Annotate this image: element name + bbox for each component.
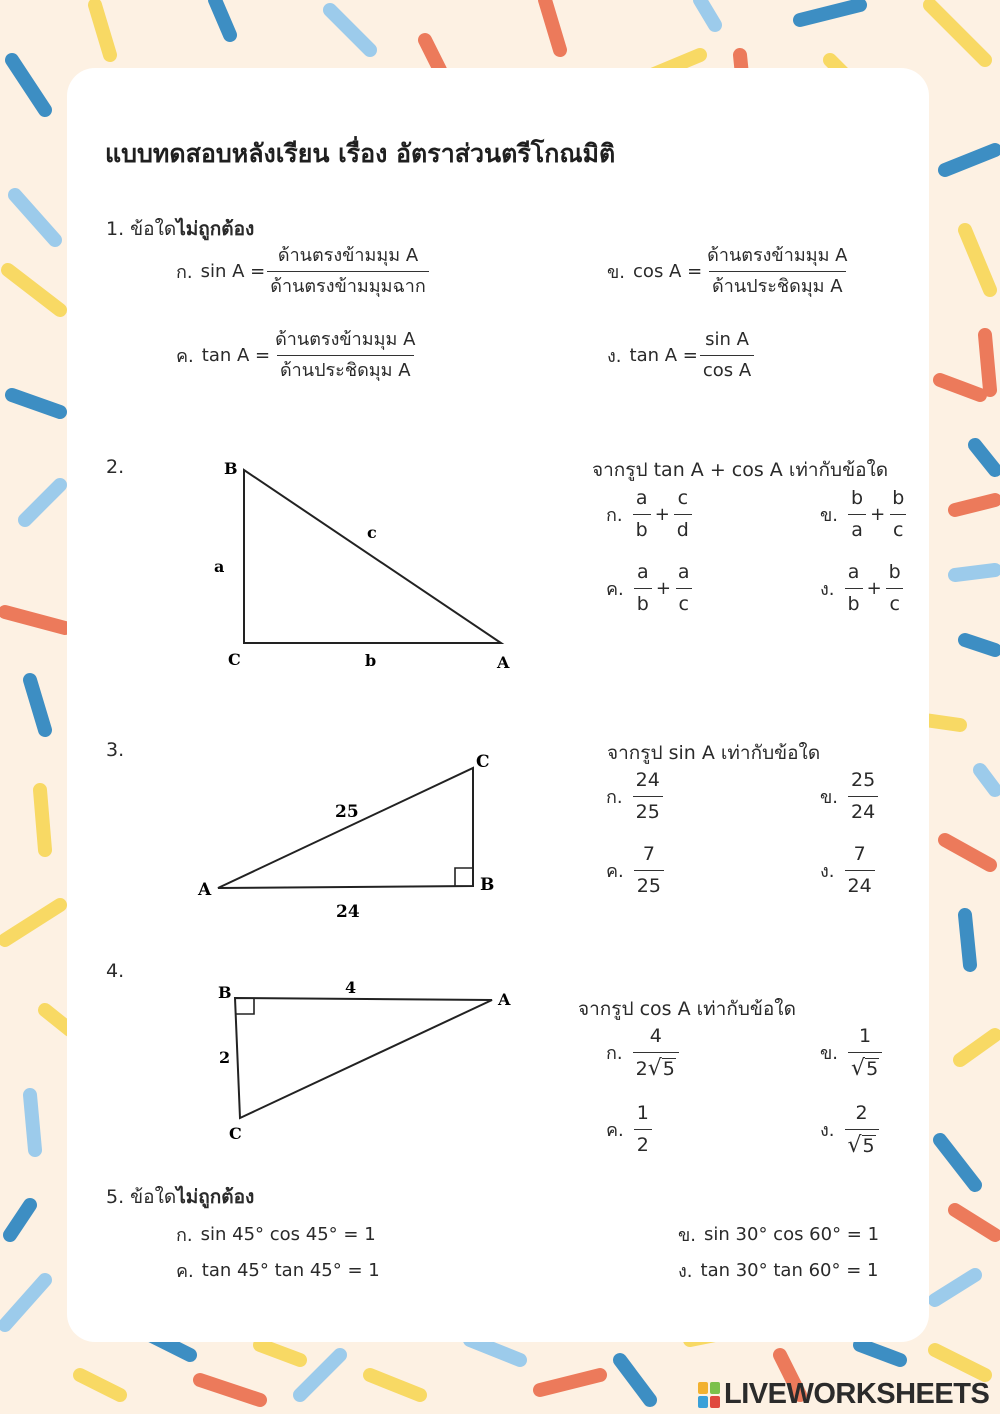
- q4-option-b[interactable]: [820, 1026, 884, 1080]
- option-label: ก.: [606, 786, 623, 808]
- sprinkle: [965, 230, 990, 290]
- plus-sign: +: [870, 503, 886, 525]
- sprinkle: [940, 380, 980, 395]
- q1-option-c[interactable]: [176, 330, 420, 381]
- option-label: ข.: [820, 504, 839, 526]
- plus-sign: +: [655, 577, 671, 599]
- denominator: ด้านประชิดมุม A: [277, 355, 414, 381]
- sprinkle: [470, 1340, 520, 1360]
- q2-triangle-figure: [200, 450, 530, 680]
- question-5: [106, 1182, 254, 1212]
- q4-option-a[interactable]: [606, 1026, 681, 1080]
- vertex-c-label: C: [228, 650, 241, 669]
- radicand: 5: [662, 1058, 675, 1080]
- side-c-label: c: [367, 523, 377, 542]
- option-text: tan 30° tan 60° = 1: [700, 1260, 879, 1281]
- sprinkle: [925, 720, 960, 725]
- sprinkle: [965, 915, 970, 965]
- fraction: [633, 488, 651, 541]
- q2-option-c[interactable]: [606, 562, 695, 615]
- q3-option-a[interactable]: [606, 770, 665, 823]
- numerator: ด้านตรงข้ามมุม A: [275, 329, 416, 350]
- q4-triangle-figure: [205, 975, 525, 1150]
- denominator: cos A: [700, 355, 754, 381]
- denominator: b: [633, 514, 651, 541]
- question-2-text: จากรูป tan A + cos A เท่ากับข้อใด: [592, 459, 889, 481]
- fraction: [848, 1026, 882, 1080]
- fraction: [633, 770, 663, 823]
- numerator: b: [888, 561, 901, 583]
- option-text: sin 30° cos 60° = 1: [704, 1224, 880, 1245]
- sprinkle: [5, 1280, 45, 1325]
- fraction: [845, 844, 875, 897]
- side-left-label: 2: [219, 1048, 231, 1067]
- denominator: c: [890, 514, 906, 541]
- q3-triangle-figure: [190, 745, 510, 925]
- sprinkle: [955, 1210, 995, 1235]
- option-lhs: tan A =: [629, 344, 698, 366]
- sprinkle: [8, 270, 60, 310]
- option-label: ข.: [820, 786, 839, 808]
- page-title: แบบทดสอบหลังเรียน เรื่อง อัตราส่วนตรีโกณมิติ: [105, 139, 616, 168]
- fraction: [848, 488, 866, 541]
- square-root: [847, 1132, 876, 1158]
- denominator: b: [845, 588, 863, 615]
- sprinkle: [860, 1345, 900, 1360]
- q3-option-b[interactable]: [820, 770, 880, 823]
- numerator: 2: [855, 1102, 868, 1124]
- vertex-b-label: B: [218, 983, 232, 1002]
- denominator: a: [848, 514, 866, 541]
- fraction: [272, 330, 418, 381]
- logo-icon: [698, 1382, 720, 1408]
- vertex-b-label: B: [480, 875, 495, 895]
- q3-option-c[interactable]: [606, 844, 666, 897]
- option-label: ข.: [678, 1225, 697, 1246]
- sprinkle: [260, 1345, 300, 1360]
- sprinkle: [955, 500, 995, 510]
- numerator: sin A: [705, 329, 749, 350]
- vertex-a-label: A: [198, 880, 212, 900]
- question-1: [106, 214, 254, 244]
- fraction: [700, 330, 754, 381]
- side-b-label: b: [365, 651, 377, 670]
- base-label: 24: [336, 902, 360, 922]
- sprinkle: [955, 570, 995, 575]
- sprinkle: [25, 485, 60, 520]
- q1-option-d[interactable]: [607, 330, 756, 381]
- numerator: 1: [636, 1102, 649, 1124]
- sprinkle: [940, 1140, 975, 1185]
- fraction: [267, 246, 429, 297]
- question-2-number: 2.: [106, 456, 125, 478]
- sprinkle: [40, 790, 45, 850]
- liveworksheets-logo[interactable]: [698, 1378, 989, 1411]
- option-label: ก.: [176, 261, 193, 283]
- fraction: [634, 1103, 652, 1156]
- option-label: ง.: [820, 578, 835, 600]
- option-label: ค.: [606, 578, 624, 600]
- sprinkle: [370, 1375, 420, 1395]
- denominator: c: [676, 588, 692, 615]
- option-label: ง.: [678, 1261, 693, 1282]
- q5-option-b[interactable]: [678, 1220, 879, 1249]
- denominator: [848, 1052, 882, 1080]
- option-lhs: tan A =: [201, 344, 271, 366]
- q5-option-c[interactable]: [176, 1256, 380, 1285]
- option-text: tan 45° tan 45° = 1: [201, 1260, 380, 1281]
- fraction: [675, 562, 693, 615]
- q5-option-d[interactable]: [678, 1256, 878, 1285]
- option-label: ก.: [176, 1225, 193, 1246]
- sprinkle: [30, 1095, 35, 1150]
- question-5-prefix: 5. ข้อใด: [106, 1186, 177, 1208]
- q2-option-b[interactable]: [820, 488, 909, 541]
- option-label: ก.: [606, 504, 623, 526]
- sprinkle: [960, 1035, 995, 1060]
- question-4-number: 4.: [106, 960, 125, 982]
- sprinkle: [945, 150, 995, 170]
- denominator: 24: [848, 796, 878, 823]
- q1-option-b[interactable]: [607, 246, 852, 297]
- numerator: a: [677, 561, 690, 583]
- radical-sign: √: [647, 1055, 662, 1081]
- sprinkle: [965, 640, 995, 650]
- sprinkle: [620, 1360, 650, 1400]
- numerator: a: [847, 561, 860, 583]
- square-root: [851, 1055, 879, 1081]
- denominator: [633, 1052, 679, 1080]
- sprinkle: [975, 445, 995, 470]
- option-label: ข.: [607, 261, 626, 283]
- numerator: a: [636, 561, 649, 583]
- denominator: d: [674, 514, 692, 541]
- side-a-label: a: [214, 557, 225, 576]
- q2-option-a[interactable]: [606, 488, 694, 541]
- sprinkle: [540, 1375, 600, 1390]
- q4-option-d[interactable]: [820, 1103, 881, 1157]
- sprinkle: [800, 5, 860, 20]
- vertex-c-label: C: [476, 752, 490, 772]
- fraction: [845, 1103, 879, 1157]
- denominator-coefficient: 2: [635, 1057, 648, 1080]
- side-top-label: 4: [345, 978, 357, 997]
- option-label: ค.: [176, 345, 194, 367]
- sprinkle: [935, 1350, 985, 1375]
- radicand: 5: [862, 1135, 875, 1157]
- numerator: 1: [859, 1025, 872, 1047]
- sprinkle: [200, 1380, 260, 1400]
- sprinkle: [425, 40, 440, 70]
- sprinkle: [30, 680, 45, 730]
- sprinkle: [95, 5, 110, 55]
- fraction: [634, 562, 652, 615]
- fraction: [889, 488, 907, 541]
- denominator: 25: [633, 796, 663, 823]
- denominator: c: [886, 588, 902, 615]
- hypotenuse-label: 25: [335, 802, 359, 822]
- q3-triangle: [218, 768, 473, 888]
- right-angle-marker: [455, 868, 473, 886]
- question-4-text: จากรูป cos A เท่ากับข้อใด: [578, 998, 796, 1020]
- option-label: ค.: [176, 1261, 194, 1282]
- q5-option-a[interactable]: [176, 1220, 376, 1249]
- sprinkle: [935, 1275, 975, 1300]
- denominator: 25: [634, 870, 664, 897]
- sprinkle: [980, 770, 995, 790]
- q4-option-c[interactable]: [606, 1103, 654, 1156]
- plus-sign: +: [866, 577, 882, 599]
- sprinkle: [5, 612, 65, 628]
- denominator: 24: [845, 870, 875, 897]
- numerator: b: [851, 487, 864, 509]
- numerator: 24: [635, 769, 660, 791]
- option-label: ง.: [607, 345, 622, 367]
- sprinkle: [12, 60, 45, 110]
- sprinkle: [945, 840, 990, 865]
- radicand: 5: [866, 1058, 879, 1080]
- vertex-a-label: A: [498, 990, 511, 1009]
- question-3-number: 3.: [106, 739, 125, 761]
- sprinkle: [330, 10, 370, 50]
- sprinkle: [10, 1205, 30, 1235]
- question-3-text: จากรูป sin A เท่ากับข้อใด: [607, 742, 821, 764]
- right-angle-marker: [235, 998, 254, 1014]
- question-5-emphasis: ไม่ถูกต้อง: [176, 1186, 255, 1208]
- numerator: b: [892, 487, 905, 509]
- sprinkle: [15, 195, 55, 240]
- question-1-emphasis: ไม่ถูกต้อง: [176, 218, 255, 240]
- numerator: c: [677, 487, 689, 509]
- numerator: ด้านตรงข้ามมุม A: [277, 245, 419, 266]
- sprinkle: [215, 0, 230, 35]
- fraction: [886, 562, 904, 615]
- fraction: [634, 844, 664, 897]
- vertex-b-label: B: [224, 459, 238, 478]
- q2-triangle: [244, 470, 501, 643]
- sprinkle: [12, 395, 60, 412]
- fraction: [633, 1026, 679, 1080]
- numerator: ด้านตรงข้ามมุม A: [707, 245, 848, 266]
- fraction: [845, 562, 863, 615]
- vertex-c-label: C: [229, 1124, 242, 1143]
- vertex-a-label: A: [497, 653, 510, 672]
- option-lhs: cos A =: [633, 260, 703, 282]
- sprinkle: [545, 0, 560, 50]
- sprinkle: [930, 5, 985, 60]
- sprinkle: [985, 335, 990, 390]
- option-label: ค.: [606, 1119, 624, 1141]
- numerator: 7: [642, 843, 655, 865]
- fraction: [704, 246, 850, 297]
- option-text: sin 45° cos 45° = 1: [200, 1224, 376, 1245]
- denominator: 2: [634, 1129, 652, 1156]
- option-label: ค.: [606, 860, 624, 882]
- denominator: [845, 1129, 879, 1157]
- q4-triangle: [235, 998, 492, 1118]
- q2-option-d[interactable]: [820, 562, 906, 615]
- radical-sign: √: [851, 1055, 866, 1081]
- fraction: [674, 488, 692, 541]
- sprinkle: [80, 1375, 120, 1395]
- option-label: ข.: [820, 1043, 839, 1065]
- denominator: b: [634, 588, 652, 615]
- option-label: ง.: [820, 860, 835, 882]
- radical-sign: √: [847, 1132, 862, 1158]
- question-1-prefix: 1. ข้อใด: [106, 218, 177, 240]
- numerator: 7: [853, 843, 866, 865]
- option-label: ง.: [820, 1120, 835, 1142]
- q1-option-a[interactable]: [176, 246, 431, 297]
- numerator: 25: [851, 769, 876, 791]
- numerator: a: [635, 487, 648, 509]
- q3-option-d[interactable]: [820, 844, 877, 897]
- option-label: ก.: [606, 1043, 623, 1065]
- numerator: 4: [649, 1025, 662, 1047]
- denominator: ด้านตรงข้ามมุมฉาก: [267, 271, 429, 297]
- logo-text: LIVEWORKSHEETS: [724, 1378, 990, 1410]
- square-root: [647, 1055, 676, 1081]
- plus-sign: +: [654, 503, 670, 525]
- sprinkle: [700, 0, 715, 25]
- denominator: ด้านประชิดมุม A: [709, 271, 846, 297]
- fraction: [848, 770, 878, 823]
- sprinkle: [5, 905, 60, 940]
- option-lhs: sin A =: [200, 260, 266, 282]
